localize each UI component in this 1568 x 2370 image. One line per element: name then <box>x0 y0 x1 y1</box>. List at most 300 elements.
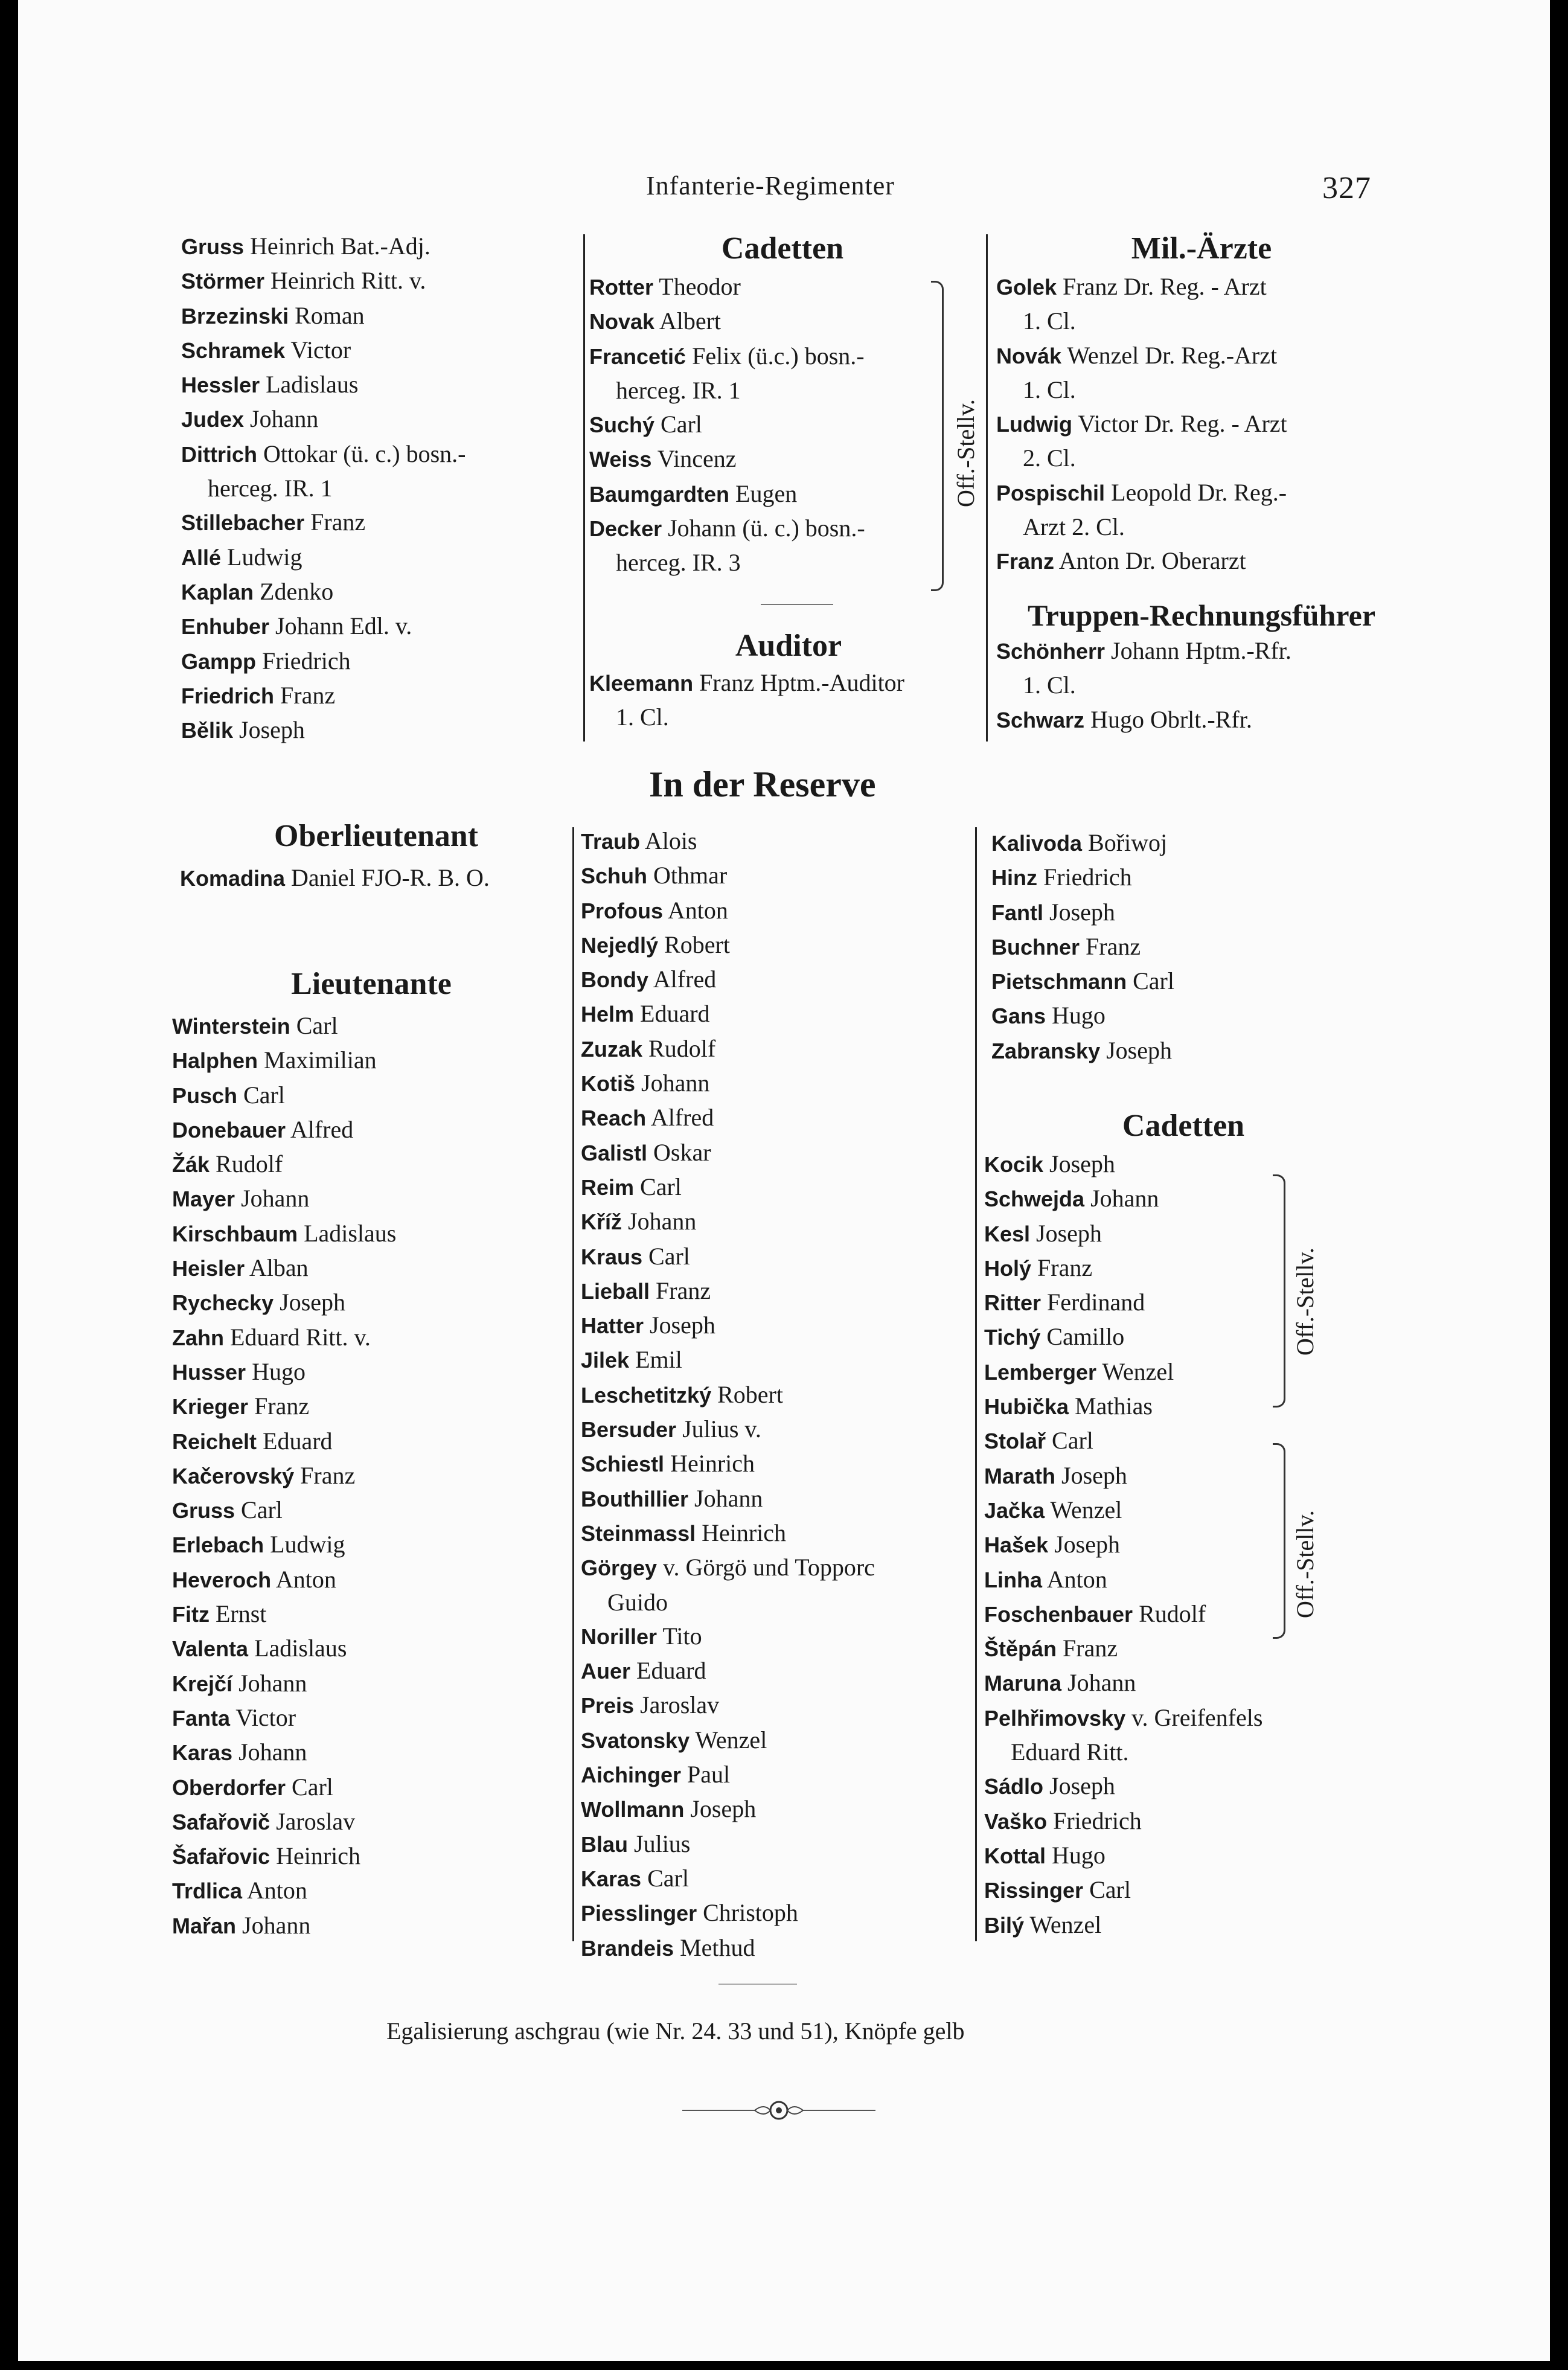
list-item <box>172 1113 571 1147</box>
surname: Karas <box>172 1740 233 1766</box>
surname: Kotiš <box>581 1071 635 1097</box>
surname: Pospischil <box>996 480 1106 505</box>
list-item <box>589 408 976 442</box>
list-item <box>984 1147 1419 1182</box>
list-item <box>181 713 466 748</box>
given-name-rank: Victor Dr. Reg. - Arzt <box>1078 410 1287 438</box>
given-name-rank: Anton <box>275 1565 336 1593</box>
surname: Kocik <box>984 1152 1044 1177</box>
given-name-rank: Johann <box>694 1484 763 1512</box>
surname: Schwarz <box>996 707 1085 732</box>
list-item <box>581 928 973 962</box>
list-item <box>984 1528 1419 1562</box>
list-item <box>581 997 973 1031</box>
surname: Hubička <box>984 1394 1069 1420</box>
given-name-rank: Franz <box>1037 1254 1093 1281</box>
surname: Kraus <box>581 1244 643 1269</box>
list-item <box>181 609 466 644</box>
surname: Friedrich <box>181 683 275 708</box>
list-item <box>172 1251 571 1286</box>
list-item <box>996 634 1407 668</box>
list-item <box>589 339 976 374</box>
given-name-rank: Ladislaus <box>254 1635 347 1662</box>
list-item <box>984 1217 1419 1251</box>
mil-aerzte-list <box>996 270 1407 579</box>
surname: Mařan <box>172 1913 237 1938</box>
given-name-rank: Carl <box>648 1242 690 1270</box>
given-name-rank: Carl <box>1089 1876 1131 1904</box>
surname: Kříž <box>581 1209 622 1235</box>
surname: Preis <box>581 1693 635 1718</box>
given-name-rank: Carl <box>1133 967 1174 995</box>
document-page <box>18 0 1550 2361</box>
given-name-rank: Ludwig <box>270 1531 345 1558</box>
given-name-rank: Theodor <box>659 273 741 300</box>
list-item <box>581 1827 973 1862</box>
surname: Hašek <box>984 1532 1049 1558</box>
surname: Štěpán <box>984 1636 1057 1662</box>
surname: Hatter <box>581 1313 644 1339</box>
surname: Gruss <box>172 1498 235 1523</box>
surname: Traub <box>581 829 641 854</box>
given-name-rank: Johann <box>628 1208 697 1235</box>
list-item <box>181 540 466 575</box>
cadetten-reserve-section <box>984 1108 1419 1942</box>
surname: Weiss <box>589 447 652 472</box>
given-name-rank: Joseph <box>1049 1772 1115 1800</box>
list-item <box>984 1769 1419 1804</box>
section-heading-cadetten: Cadetten <box>721 231 844 266</box>
surname: Rychecky <box>172 1290 274 1316</box>
list-item <box>581 1723 973 1758</box>
surname: Fantl <box>991 900 1043 925</box>
given-name-rank: Camillo <box>1046 1323 1125 1351</box>
list-item <box>996 270 1407 304</box>
given-name-rank: Eduard <box>636 1657 706 1685</box>
given-name-rank: Johann <box>242 1911 311 1939</box>
truppen-list <box>996 634 1407 737</box>
surname: Erlebach <box>172 1532 264 1558</box>
surname: Jačka <box>984 1497 1045 1523</box>
list-item <box>581 1240 973 1274</box>
given-name-rank: Franz <box>656 1276 711 1304</box>
surname: Vaško <box>984 1808 1048 1834</box>
auditor-list <box>589 666 988 735</box>
list-item <box>172 1632 571 1666</box>
given-name-rank: Eugen <box>735 479 798 507</box>
list-item <box>984 1873 1419 1907</box>
given-name-rank: Joseph <box>1049 898 1115 926</box>
list-item <box>172 1321 571 1355</box>
given-name-rank: Rudolf <box>216 1150 283 1178</box>
given-name-rank: Felix (ü.c.) bosn.- <box>692 342 865 370</box>
surname: Svatonsky <box>581 1728 690 1753</box>
surname: Jilek <box>581 1348 630 1373</box>
list-item <box>581 1136 973 1170</box>
list-item <box>172 1805 571 1839</box>
surname: Nejedlý <box>581 932 659 958</box>
list-item <box>181 402 466 437</box>
brace-label: Off.-Stellv. <box>1291 1247 1319 1356</box>
given-name-rank: Friedrich <box>262 647 351 674</box>
list-item <box>172 1217 571 1251</box>
surname: Kesl <box>984 1221 1031 1246</box>
lieutenante-section <box>172 966 571 1943</box>
list-item <box>984 1563 1419 1597</box>
list-item <box>172 1839 571 1874</box>
given-name-rank: Hugo <box>1052 1841 1106 1869</box>
list-item <box>172 1182 571 1216</box>
given-name-rank: Anton <box>667 896 728 924</box>
surname: Profous <box>581 898 664 923</box>
list-item <box>589 442 976 476</box>
mil-aerzte-section <box>996 231 1407 579</box>
surname: Husser <box>172 1359 246 1385</box>
surname: Ritter <box>984 1290 1042 1316</box>
list-item <box>984 1632 1419 1666</box>
truppen-rechnungsfuehrer-section <box>996 598 1407 737</box>
given-name-rank: Joseph <box>1106 1036 1172 1064</box>
list-item <box>991 930 1408 964</box>
surname: Steinmassl <box>581 1520 696 1546</box>
surname: Dittrich <box>181 441 257 467</box>
column-divider <box>975 827 977 1941</box>
given-name-rank: Joseph <box>239 716 305 744</box>
list-item <box>172 1909 571 1943</box>
list-item <box>581 1170 973 1205</box>
section-heading-mil-aerzte: Mil.-Ärzte <box>1131 231 1272 266</box>
given-name-rank: Wenzel <box>1050 1496 1122 1523</box>
given-name-rank: Johann <box>1067 1669 1136 1697</box>
given-name-rank: Victor <box>290 336 351 364</box>
list-item <box>172 1701 571 1735</box>
given-name-rank: Tito <box>662 1622 702 1650</box>
surname: Sádlo <box>984 1774 1044 1799</box>
surname: Pusch <box>172 1083 238 1108</box>
list-item <box>984 1735 1419 1769</box>
list-item <box>984 1839 1419 1873</box>
list-item <box>589 477 976 511</box>
list-item <box>172 1770 571 1805</box>
auditor-section <box>589 628 988 735</box>
given-name-rank: Arzt 2. Cl. <box>1023 513 1125 541</box>
surname: Decker <box>589 516 662 542</box>
surname: Heisler <box>172 1256 245 1281</box>
given-name-rank: Ferdinand <box>1047 1289 1145 1316</box>
list-item <box>984 1908 1419 1942</box>
surname: Karas <box>581 1866 642 1891</box>
surname: Rotter <box>589 275 653 299</box>
surname: Schiestl <box>581 1452 665 1477</box>
heading-in-der-reserve: In der Reserve <box>649 764 876 804</box>
section-heading-oberlieutenant: Oberlieutenant <box>274 819 478 853</box>
given-name-rank: Daniel FJO-R. B. O. <box>291 864 490 891</box>
list-item <box>589 666 988 700</box>
given-name-rank: Julius <box>634 1830 691 1857</box>
list-item <box>581 1343 973 1377</box>
surname: Zabransky <box>991 1038 1101 1063</box>
list-item <box>181 229 466 264</box>
surname: Bělik <box>181 718 234 743</box>
given-name-rank: Heinrich <box>276 1842 361 1870</box>
list-item <box>581 1205 973 1239</box>
given-name-rank: Roman <box>295 301 365 329</box>
given-name-rank: Vincenz <box>657 445 737 473</box>
surname: Zuzak <box>581 1036 643 1062</box>
surname: Winterstein <box>172 1014 290 1039</box>
surname: Hinz <box>991 865 1037 891</box>
list-item <box>984 1389 1419 1424</box>
surname: Linha <box>984 1567 1042 1592</box>
brace-bracket <box>931 281 944 591</box>
list-item <box>581 1792 973 1827</box>
given-name-rank: Julius v. <box>682 1415 761 1443</box>
surname: Zahn <box>172 1325 224 1350</box>
list-item <box>181 299 466 333</box>
surname: Schuh <box>581 863 648 889</box>
surname: Halphen <box>172 1048 258 1074</box>
surname: Leschetitzký <box>581 1382 712 1408</box>
list-item <box>991 1034 1408 1068</box>
surname: Holý <box>984 1255 1032 1281</box>
surname: Francetić <box>589 344 686 369</box>
given-name-rank: 1. Cl. <box>1023 376 1076 403</box>
given-name-rank: Ladislaus <box>304 1219 397 1247</box>
given-name-rank: Zdenko <box>260 577 334 605</box>
surname: Komadina <box>180 866 286 891</box>
list-item <box>991 895 1408 930</box>
given-name-rank: Carl <box>296 1012 338 1039</box>
list-item <box>581 1101 973 1135</box>
given-name-rank: Franz Hptm.-Auditor <box>699 669 905 696</box>
given-name-rank: Joseph <box>690 1795 757 1823</box>
list-item <box>581 1482 973 1516</box>
given-name-rank: 1. Cl. <box>616 703 669 731</box>
list-item <box>991 826 1408 860</box>
surname: Maruna <box>984 1671 1062 1696</box>
surname: Wollmann <box>581 1797 685 1822</box>
given-name-rank: Alois <box>644 827 697 854</box>
list-item <box>581 1619 973 1654</box>
surname: Lemberger <box>984 1359 1097 1385</box>
surname: Suchý <box>589 412 655 438</box>
given-name-rank: Heinrich <box>670 1450 755 1478</box>
surname: Franz <box>996 549 1055 574</box>
given-name-rank: Franz <box>1086 932 1141 960</box>
given-name-rank: Friedrich <box>1043 863 1132 891</box>
list-item <box>181 437 466 472</box>
column-divider <box>583 234 585 741</box>
given-name-rank: herceg. IR. 1 <box>208 475 333 502</box>
list-item <box>581 1551 973 1585</box>
given-name-rank: Franz <box>310 508 366 536</box>
surname: Bilý <box>984 1912 1025 1938</box>
surname: Foschenbauer <box>984 1601 1133 1627</box>
list-item <box>589 304 976 339</box>
given-name-rank: 1. Cl. <box>1023 671 1076 699</box>
surname: Žák <box>172 1152 210 1177</box>
given-name-rank: Hugo <box>1052 1002 1106 1030</box>
given-name-rank: Carl <box>241 1496 283 1524</box>
list-item <box>581 824 973 859</box>
given-name-rank: Jaroslav <box>640 1691 720 1719</box>
given-name-rank: Heinrich Bat.-Adj. <box>250 232 430 260</box>
list-item <box>581 962 973 997</box>
reserve-list-column-2 <box>581 824 973 1965</box>
given-name-rank: Alfred <box>653 966 717 993</box>
list-item <box>581 1758 973 1792</box>
given-name-rank: Joseph <box>1061 1461 1127 1489</box>
list-item <box>991 964 1408 999</box>
surname: Golek <box>996 275 1057 299</box>
given-name-rank: Alfred <box>650 1104 714 1132</box>
list-item <box>581 1274 973 1308</box>
surname: Gans <box>991 1004 1046 1029</box>
surname: Blau <box>581 1831 629 1857</box>
surname: Pietschmann <box>991 969 1127 994</box>
running-head: Infanterie-Regimenter <box>646 171 895 200</box>
given-name-rank: Ernst <box>215 1600 267 1628</box>
surname: Stillebacher <box>181 510 305 536</box>
given-name-rank: Carl <box>640 1173 682 1200</box>
given-name-rank: Franz <box>254 1392 310 1420</box>
list-item <box>991 999 1408 1033</box>
surname: Heveroch <box>172 1567 272 1592</box>
given-name-rank: v. Görgö und Topporc <box>663 1554 875 1581</box>
cadetten-reserve-list <box>984 1147 1419 1942</box>
surname: Krieger <box>172 1394 249 1420</box>
surname: Gruss <box>181 234 245 259</box>
list-item <box>991 860 1408 895</box>
brace-bracket <box>1273 1443 1285 1639</box>
given-name-rank: Anton Dr. Oberarzt <box>1058 547 1246 575</box>
surname: Bouthillier <box>581 1486 688 1511</box>
surname: Bersuder <box>581 1417 677 1443</box>
oberlieutenant-section <box>180 818 572 895</box>
given-name-rank: Wenzel Dr. Reg.-Arzt <box>1067 341 1278 369</box>
given-name-rank: Rudolf <box>1139 1600 1206 1627</box>
given-name-rank: Hugo <box>252 1357 306 1385</box>
given-name-rank: Johann Edl. v. <box>275 612 412 640</box>
surname: Novak <box>589 309 655 335</box>
list-item <box>996 510 1407 544</box>
given-name-rank: Johann <box>250 405 319 433</box>
list-item <box>589 546 976 580</box>
given-name-rank: Eduard Ritt. <box>1011 1738 1129 1766</box>
list-item <box>581 1378 973 1412</box>
surname: Donebauer <box>172 1117 286 1142</box>
given-name-rank: Joseph <box>650 1312 715 1339</box>
surname: Bondy <box>581 967 648 993</box>
list-item <box>181 644 466 679</box>
list-item <box>172 1493 571 1528</box>
surname: Aichinger <box>581 1763 682 1788</box>
page-number: 327 <box>1322 171 1371 205</box>
list-item <box>172 1355 571 1389</box>
surname: Trdlica <box>172 1878 243 1904</box>
list-item <box>581 1688 973 1723</box>
given-name-rank: Franz <box>300 1461 356 1489</box>
given-name-rank: Heinrich <box>702 1519 787 1546</box>
list-item <box>172 1043 571 1078</box>
footer-note: Egalisierung aschgrau (wie Nr. 24. 33 und 51), Knöpfe gelb <box>386 2017 965 2045</box>
list-item <box>581 1066 973 1101</box>
officer-list-column-1 <box>181 229 466 748</box>
brace-bracket <box>1273 1174 1285 1408</box>
given-name-rank: Wenzel <box>695 1726 767 1753</box>
given-name-rank: Robert <box>717 1380 783 1408</box>
list-item <box>984 1493 1419 1528</box>
surname: Kaplan <box>181 579 254 604</box>
list-item <box>984 1701 1419 1735</box>
surname: Krejčí <box>172 1671 233 1696</box>
section-heading-truppen: Truppen-Rechnungsführer <box>1027 598 1376 632</box>
given-name-rank: Methud <box>680 1933 755 1961</box>
reserve-list-column-3 <box>991 826 1408 1068</box>
surname: Lieball <box>581 1278 650 1304</box>
list-item <box>996 476 1407 510</box>
surname: Auer <box>581 1659 631 1684</box>
surname: Fitz <box>172 1602 210 1627</box>
surname: Enhuber <box>181 614 270 639</box>
given-name-rank: Leopold Dr. Reg.- <box>1111 478 1287 506</box>
surname: Noriller <box>581 1624 658 1649</box>
given-name-rank: Christoph <box>703 1899 798 1927</box>
list-item <box>172 1874 571 1908</box>
surname: Galistl <box>581 1140 648 1165</box>
list-item <box>172 1597 571 1632</box>
given-name-rank: Victor <box>235 1703 296 1731</box>
given-name-rank: Johann <box>1090 1185 1159 1212</box>
given-name-rank: Bořiwoj <box>1088 829 1168 856</box>
given-name-rank: Eduard Ritt. v. <box>230 1323 371 1351</box>
given-name-rank: Carl <box>647 1864 689 1892</box>
given-name-rank: 2. Cl. <box>1023 444 1076 472</box>
surname: Buchner <box>991 934 1080 959</box>
given-name-rank: Heinrich Ritt. v. <box>270 267 426 295</box>
list-item <box>180 861 572 895</box>
given-name-rank: herceg. IR. 1 <box>616 376 741 404</box>
list-item <box>172 1735 571 1770</box>
given-name-rank: Alban <box>249 1254 309 1282</box>
section-divider <box>718 1984 797 1985</box>
surname: Kleemann <box>589 671 694 696</box>
oberlieutenant-list <box>180 861 572 895</box>
list-item <box>581 1896 973 1930</box>
list-item <box>581 1931 973 1965</box>
given-name-rank: Joseph <box>1036 1219 1102 1247</box>
surname: Reichelt <box>172 1429 257 1454</box>
list-item <box>181 575 466 609</box>
list-item <box>172 1286 571 1320</box>
list-item <box>172 1459 571 1493</box>
list-item <box>172 1389 571 1424</box>
surname: Kirschbaum <box>172 1221 298 1246</box>
cadetten-list <box>589 270 976 580</box>
list-item <box>581 1308 973 1343</box>
given-name-rank: Franz <box>280 681 336 709</box>
given-name-rank: Carl <box>661 411 702 438</box>
list-item <box>984 1459 1419 1493</box>
list-item <box>996 703 1407 737</box>
list-item <box>996 544 1407 578</box>
surname: Rissinger <box>984 1878 1084 1903</box>
given-name-rank: Franz <box>1063 1635 1118 1662</box>
list-item <box>581 1862 973 1896</box>
list-item <box>996 668 1407 702</box>
list-item <box>581 1412 973 1447</box>
given-name-rank: Joseph <box>280 1289 346 1316</box>
